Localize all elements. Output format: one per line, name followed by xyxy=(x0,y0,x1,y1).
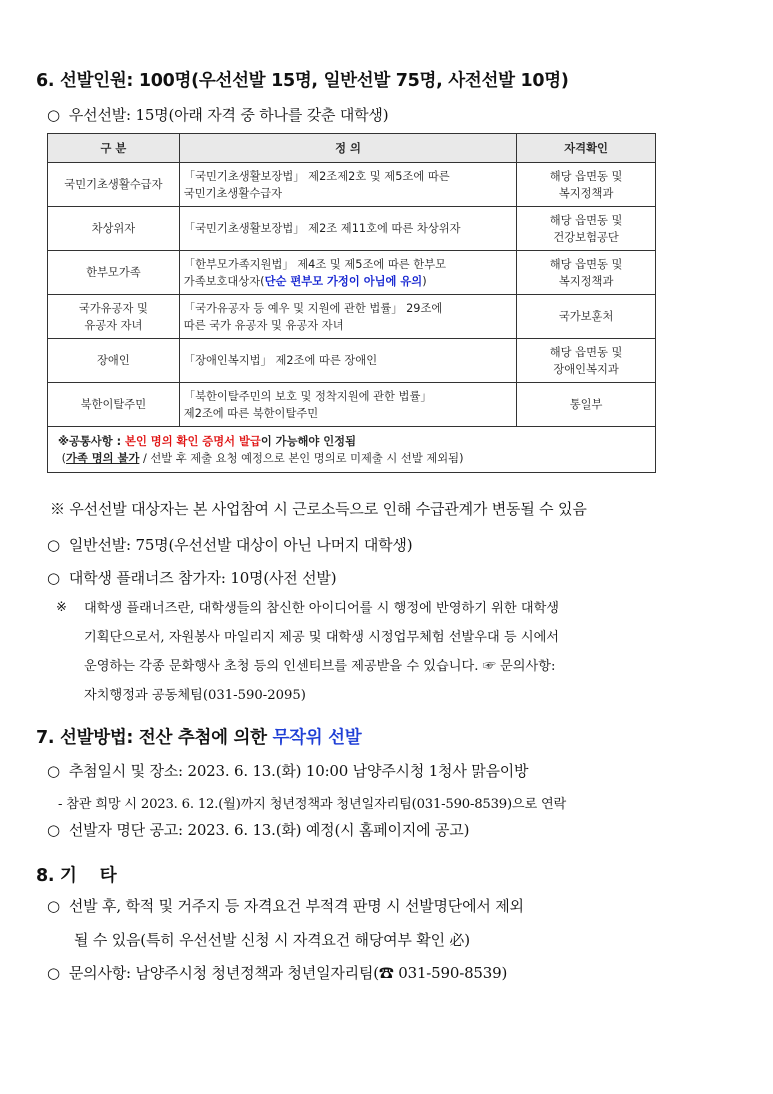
table-cell-definition: 「국가유공자 등 예우 및 지원에 관한 법률」 29조에 따른 국가 유공자 및 유공자 자녀 xyxy=(179,295,516,339)
table-row xyxy=(48,383,656,427)
priority-selection-line xyxy=(47,104,388,125)
section6-heading: 6. 선발인원: 100명(우선선발 15명, 일반선발 75명, 사전선발 10명) xyxy=(36,71,569,91)
table-cell-definition: 「국민기초생활보장법」 제2조제2호 및 제5조에 따른 국민기초생활수급자 xyxy=(179,163,516,207)
table-header: 정 의 xyxy=(179,134,516,163)
table-cell-definition: 「국민기초생활보장법」 제2조 제11호에 따른 차상위자 xyxy=(179,207,516,251)
section7-heading: 7. 선발방법: 전산 추첨에 의한 무작위 선발 xyxy=(36,728,362,748)
planner-selection-line xyxy=(47,567,336,588)
bullet-circle-icon: ○ xyxy=(47,762,60,780)
table-cell-definition: 「북한이탈주민의 보호 및 정착지원에 관한 법률」 제2조에 따른 북한이탈주민 xyxy=(179,383,516,427)
table-cell-check: 국가보훈처 xyxy=(517,295,656,339)
table-header: 자격확인 xyxy=(517,134,656,163)
general-selection-line xyxy=(47,534,412,555)
section8-heading: 8. 기 타 xyxy=(36,866,117,886)
draw-schedule-line xyxy=(47,760,528,781)
table-cell-category: 국민기초생활수급자 xyxy=(48,163,180,207)
table-cell-check: 해당 읍면동 및 복지정책과 xyxy=(517,251,656,295)
table-row xyxy=(48,251,656,295)
bullet-circle-icon: ○ xyxy=(47,569,60,587)
disqualification-text: 선발 후, 학적 및 거주지 등 자격요건 부적격 판명 시 선발명단에서 제외 xyxy=(68,897,524,915)
table-cell-category: 북한이탈주민 xyxy=(48,383,180,427)
table-row xyxy=(48,295,656,339)
table-row xyxy=(48,163,656,207)
table-cell-check: 해당 읍면동 및 장애인복지과 xyxy=(517,339,656,383)
table-row xyxy=(48,207,656,251)
table-cell-check: 통일부 xyxy=(517,383,656,427)
bullet-circle-icon: ○ xyxy=(47,964,60,982)
inquiry-text: 문의사항: 남양주시청 청년정책과 청년일자리팀(☎ 031-590-8539) xyxy=(68,964,508,982)
planner-note-mark: ※ xyxy=(56,600,67,615)
random-selection-emphasis: 무작위 선발 xyxy=(272,728,362,748)
table-note-row xyxy=(48,427,656,473)
bullet-circle-icon: ○ xyxy=(47,821,60,839)
table-cell-category: 국가유공자 및 유공자 자녀 xyxy=(48,295,180,339)
general-selection-text: 일반선발: 75명(우선선발 대상이 아닌 나머지 대학생) xyxy=(68,536,413,554)
inquiry-line xyxy=(47,962,507,983)
announcement-line xyxy=(47,819,469,840)
qualification-table xyxy=(47,133,656,473)
table-cell-check: 해당 읍면동 및 복지정책과 xyxy=(517,163,656,207)
disqualification-line-2: 될 수 있음(특히 우선선발 신청 시 자격요건 해당여부 확인 必) xyxy=(74,931,470,949)
disqualification-line xyxy=(47,895,524,916)
priority-notice: ※ 우선선발 대상자는 본 사업참여 시 근로소득으로 인해 수급관계가 변동될 수 있음 xyxy=(50,500,587,518)
table-cell-category: 장애인 xyxy=(48,339,180,383)
table-cell-category: 한부모가족 xyxy=(48,251,180,295)
announcement-text: 선발자 명단 공고: 2023. 6. 13.(화) 예정(시 홈페이지에 공고) xyxy=(68,821,470,839)
bullet-circle-icon: ○ xyxy=(47,106,60,124)
table-cell-definition: 「한부모가족지원법」 제4조 및 제5조에 따른 한부모 가족보호대상자(단순 편부모 가정이 아님에 유의) xyxy=(179,251,516,295)
table-cell-definition: 「장애인복지법」 제2조에 따른 장애인 xyxy=(179,339,516,383)
table-row xyxy=(48,339,656,383)
common-requirement-note: ※공통사항 : 본인 명의 확인 증명서 발급이 가능해야 인정됨 (가족 명의 불가 / 선발 후 제출 요청 예정으로 본인 명의로 미제출 시 선발 제외됨) xyxy=(48,427,656,473)
planner-note: 대학생 플래너즈란, 대학생들의 참신한 아이디어를 시 행정에 반영하기 위한 대학생 기획단으로서, 자원봉사 마일리지 제공 및 대학생 시정업무체험 선발우대 등 시에서 운영하는 각종 문화행사 초청 등의 인센티브를 제공받을 수 있습니다. ☞ 문의사항: 자치행정과 공동체팀(031-590-2095) xyxy=(84,601,560,703)
emphasis-text: 단순 편부모 가정이 아님에 유의 xyxy=(264,274,423,288)
draw-schedule-text: 추첨일시 및 장소: 2023. 6. 13.(화) 10:00 남양주시청 1청사 맑음이방 xyxy=(68,762,529,780)
bullet-circle-icon: ○ xyxy=(47,897,60,915)
table-header: 구 분 xyxy=(48,134,180,163)
priority-selection-text: 우선선발: 15명(아래 자격 중 하나를 갖춘 대학생) xyxy=(68,106,389,124)
table-header-row xyxy=(48,134,656,163)
table-cell-check: 해당 읍면동 및 건강보험공단 xyxy=(517,207,656,251)
planner-selection-text: 대학생 플래너즈 참가자: 10명(사전 선발) xyxy=(68,569,337,587)
table-cell-category: 차상위자 xyxy=(48,207,180,251)
attendance-note: - 참관 희망 시 2023. 6. 12.(월)까지 청년정책과 청년일자리팀(031-590-8539)으로 연락 xyxy=(58,797,567,812)
bullet-circle-icon: ○ xyxy=(47,536,60,554)
